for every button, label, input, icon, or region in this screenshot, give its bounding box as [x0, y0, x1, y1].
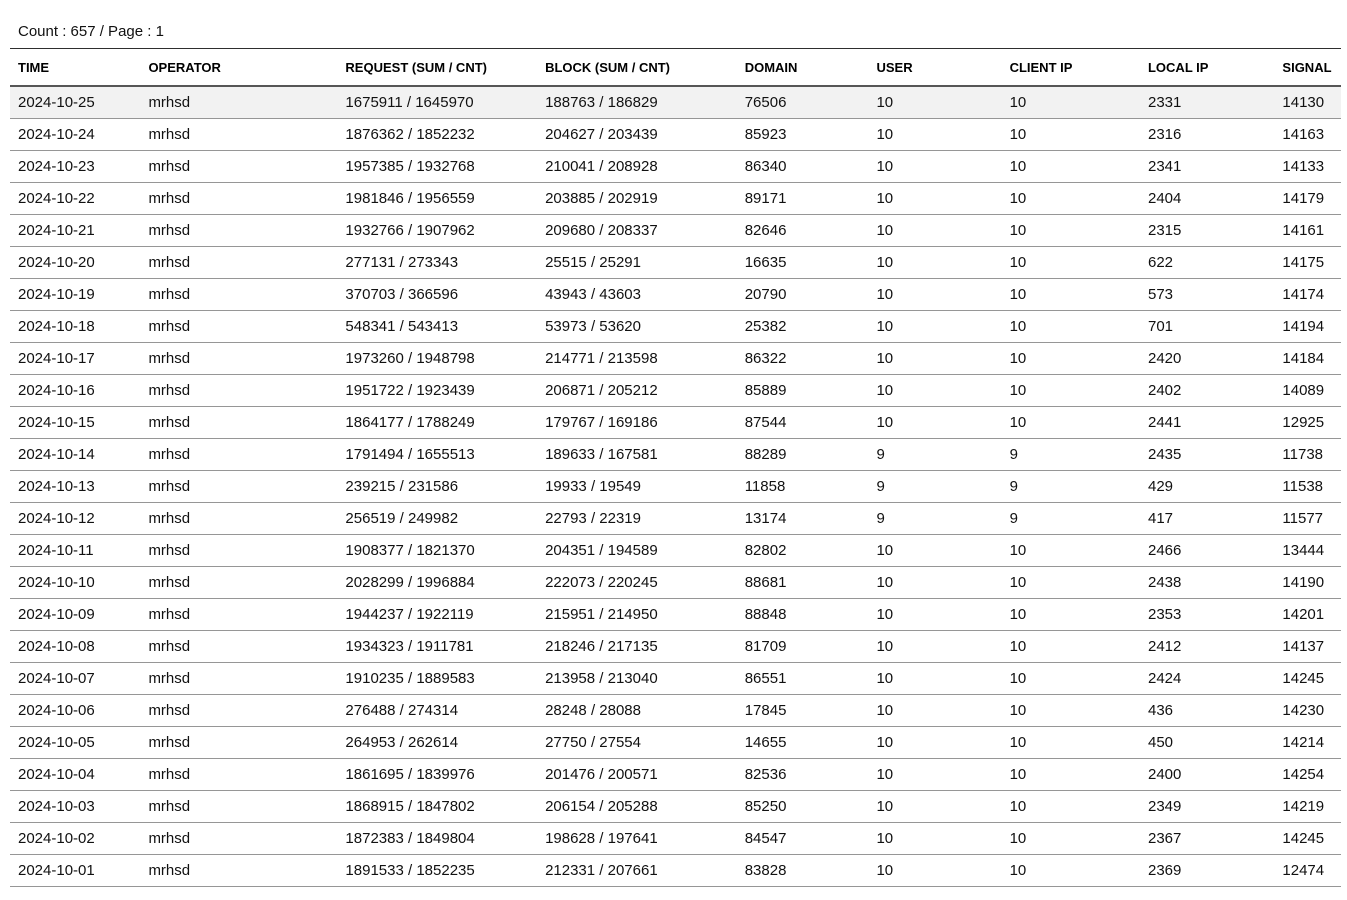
- table-cell: mrhsd: [140, 535, 337, 567]
- table-cell: 9: [868, 503, 1001, 535]
- table-row[interactable]: [10, 727, 1341, 759]
- table-cell: 206871 / 205212: [537, 375, 737, 407]
- table-row[interactable]: [10, 631, 1341, 663]
- table-row[interactable]: [10, 663, 1341, 695]
- table-cell: 2024-10-23: [10, 151, 140, 183]
- table-cell: 85889: [737, 375, 869, 407]
- table-row[interactable]: [10, 535, 1341, 567]
- table-row[interactable]: [10, 343, 1341, 375]
- table-row[interactable]: [10, 375, 1341, 407]
- table-cell: 10: [868, 791, 1001, 823]
- table-cell: 83828: [737, 855, 869, 887]
- table-cell: mrhsd: [140, 247, 337, 279]
- table-cell: 209680 / 208337: [537, 215, 737, 247]
- table-cell: 1675911 / 1645970: [337, 86, 537, 119]
- table-cell: 9: [1002, 439, 1140, 471]
- table-cell: 88289: [737, 439, 869, 471]
- table-row[interactable]: [10, 471, 1341, 503]
- table-cell: 1910235 / 1889583: [337, 663, 537, 695]
- table-cell: mrhsd: [140, 823, 337, 855]
- table-cell: 10: [868, 247, 1001, 279]
- table-cell: 2024-10-15: [10, 407, 140, 439]
- table-cell: 239215 / 231586: [337, 471, 537, 503]
- table-cell: 198628 / 197641: [537, 823, 737, 855]
- table-cell: 14174: [1274, 279, 1341, 311]
- table-cell: 76506: [737, 86, 869, 119]
- table-cell: 701: [1140, 311, 1274, 343]
- table-cell: 10: [1002, 535, 1140, 567]
- table-cell: 9: [1002, 471, 1140, 503]
- table-cell: mrhsd: [140, 471, 337, 503]
- table-cell: 10: [868, 663, 1001, 695]
- table-cell: 1868915 / 1847802: [337, 791, 537, 823]
- table-cell: 2316: [1140, 119, 1274, 151]
- table-cell: 2024-10-17: [10, 343, 140, 375]
- table-cell: 2024-10-25: [10, 86, 140, 119]
- table-cell: 10: [868, 375, 1001, 407]
- table-cell: mrhsd: [140, 375, 337, 407]
- table-cell: 14219: [1274, 791, 1341, 823]
- table-cell: 12925: [1274, 407, 1341, 439]
- table-cell: 10: [1002, 375, 1140, 407]
- table-cell: 16635: [737, 247, 869, 279]
- table-cell: 10: [1002, 631, 1140, 663]
- table-cell: 14245: [1274, 663, 1341, 695]
- table-cell: 2024-10-08: [10, 631, 140, 663]
- table-row[interactable]: [10, 759, 1341, 791]
- table-cell: 13444: [1274, 535, 1341, 567]
- table-cell: 10: [868, 311, 1001, 343]
- table-cell: 11577: [1274, 503, 1341, 535]
- table-cell: 1864177 / 1788249: [337, 407, 537, 439]
- table-cell: 189633 / 167581: [537, 439, 737, 471]
- table-cell: 14201: [1274, 599, 1341, 631]
- table-cell: 10: [868, 727, 1001, 759]
- table-cell: 10: [868, 823, 1001, 855]
- table-cell: 10: [1002, 279, 1140, 311]
- column-header-local-ip: LOCAL IP: [1140, 49, 1274, 87]
- table-cell: 1944237 / 1922119: [337, 599, 537, 631]
- table-cell: 10: [868, 86, 1001, 119]
- table-cell: 2024-10-02: [10, 823, 140, 855]
- table-cell: 2024-10-12: [10, 503, 140, 535]
- table-cell: 2438: [1140, 567, 1274, 599]
- table-cell: 14194: [1274, 311, 1341, 343]
- table-cell: 215951 / 214950: [537, 599, 737, 631]
- table-cell: 2024-10-20: [10, 247, 140, 279]
- table-cell: 10: [868, 855, 1001, 887]
- table-cell: 11738: [1274, 439, 1341, 471]
- column-header-request-sum-cnt: REQUEST (SUM / CNT): [337, 49, 537, 87]
- table-body: [10, 86, 1341, 887]
- table-cell: 10: [868, 343, 1001, 375]
- table-cell: 25515 / 25291: [537, 247, 737, 279]
- table-row[interactable]: [10, 86, 1341, 119]
- table-cell: 1861695 / 1839976: [337, 759, 537, 791]
- table-cell: 2024-10-05: [10, 727, 140, 759]
- table-cell: 188763 / 186829: [537, 86, 737, 119]
- table-row[interactable]: [10, 247, 1341, 279]
- table-cell: 1957385 / 1932768: [337, 151, 537, 183]
- table-cell: 218246 / 217135: [537, 631, 737, 663]
- table-cell: 10: [868, 535, 1001, 567]
- table-cell: 10: [1002, 695, 1140, 727]
- column-header-signal: SIGNAL: [1274, 49, 1341, 87]
- table-cell: 17845: [737, 695, 869, 727]
- table-cell: 2420: [1140, 343, 1274, 375]
- table-cell: 11538: [1274, 471, 1341, 503]
- table-cell: 86322: [737, 343, 869, 375]
- table-cell: mrhsd: [140, 183, 337, 215]
- table-row[interactable]: [10, 695, 1341, 727]
- table-cell: 2024-10-21: [10, 215, 140, 247]
- table-cell: 2402: [1140, 375, 1274, 407]
- table-row[interactable]: [10, 119, 1341, 151]
- table-cell: 1951722 / 1923439: [337, 375, 537, 407]
- table-cell: 2412: [1140, 631, 1274, 663]
- table-cell: 2441: [1140, 407, 1274, 439]
- table-cell: 2024-10-22: [10, 183, 140, 215]
- table-row[interactable]: [10, 311, 1341, 343]
- table-cell: 10: [1002, 791, 1140, 823]
- table-row[interactable]: [10, 215, 1341, 247]
- table-row[interactable]: [10, 823, 1341, 855]
- table-cell: 210041 / 208928: [537, 151, 737, 183]
- table-cell: 2024-10-10: [10, 567, 140, 599]
- table-cell: 14130: [1274, 86, 1341, 119]
- table-cell: mrhsd: [140, 631, 337, 663]
- table-cell: 10: [1002, 151, 1140, 183]
- table-cell: 1908377 / 1821370: [337, 535, 537, 567]
- table-row[interactable]: [10, 407, 1341, 439]
- table-cell: 1932766 / 1907962: [337, 215, 537, 247]
- table-cell: 10: [1002, 183, 1140, 215]
- table-cell: mrhsd: [140, 343, 337, 375]
- table-cell: 10: [868, 631, 1001, 663]
- table-cell: 2024-10-16: [10, 375, 140, 407]
- table-cell: 10: [868, 151, 1001, 183]
- table-row[interactable]: [10, 855, 1341, 887]
- table-cell: 214771 / 213598: [537, 343, 737, 375]
- table-cell: 201476 / 200571: [537, 759, 737, 791]
- stats-table: [10, 48, 1341, 887]
- table-cell: 14179: [1274, 183, 1341, 215]
- table-cell: mrhsd: [140, 663, 337, 695]
- table-cell: mrhsd: [140, 119, 337, 151]
- table-row[interactable]: [10, 567, 1341, 599]
- table-cell: 81709: [737, 631, 869, 663]
- table-cell: mrhsd: [140, 855, 337, 887]
- table-cell: 10: [1002, 823, 1140, 855]
- table-cell: 277131 / 273343: [337, 247, 537, 279]
- table-cell: 10: [868, 183, 1001, 215]
- table-cell: 429: [1140, 471, 1274, 503]
- column-header-time: TIME: [10, 49, 140, 87]
- table-header-row: [10, 49, 1341, 87]
- table-cell: 573: [1140, 279, 1274, 311]
- table-cell: 204627 / 203439: [537, 119, 737, 151]
- table-cell: mrhsd: [140, 503, 337, 535]
- table-cell: mrhsd: [140, 727, 337, 759]
- table-cell: 9: [868, 439, 1001, 471]
- table-cell: 12474: [1274, 855, 1341, 887]
- table-cell: 1891533 / 1852235: [337, 855, 537, 887]
- table-cell: 10: [1002, 727, 1140, 759]
- table-cell: 14655: [737, 727, 869, 759]
- table-cell: 14163: [1274, 119, 1341, 151]
- table-cell: 10: [1002, 119, 1140, 151]
- table-cell: mrhsd: [140, 759, 337, 791]
- table-cell: 2400: [1140, 759, 1274, 791]
- table-cell: 548341 / 543413: [337, 311, 537, 343]
- table-cell: 1934323 / 1911781: [337, 631, 537, 663]
- table-cell: 53973 / 53620: [537, 311, 737, 343]
- table-cell: 1791494 / 1655513: [337, 439, 537, 471]
- table-cell: 2024-10-11: [10, 535, 140, 567]
- table-cell: 10: [868, 119, 1001, 151]
- table-cell: 179767 / 169186: [537, 407, 737, 439]
- table-cell: 2315: [1140, 215, 1274, 247]
- table-cell: 2341: [1140, 151, 1274, 183]
- table-cell: mrhsd: [140, 407, 337, 439]
- table-cell: 1973260 / 1948798: [337, 343, 537, 375]
- table-cell: 2435: [1140, 439, 1274, 471]
- table-cell: 10: [868, 567, 1001, 599]
- table-cell: 19933 / 19549: [537, 471, 737, 503]
- table-cell: 10: [1002, 759, 1140, 791]
- table-cell: 10: [1002, 855, 1140, 887]
- table-cell: 2349: [1140, 791, 1274, 823]
- table-cell: 10: [868, 759, 1001, 791]
- table-cell: 203885 / 202919: [537, 183, 737, 215]
- table-cell: 2369: [1140, 855, 1274, 887]
- table-cell: 2024-10-03: [10, 791, 140, 823]
- table-cell: 86340: [737, 151, 869, 183]
- table-row[interactable]: [10, 151, 1341, 183]
- table-cell: 10: [868, 599, 1001, 631]
- table-cell: 222073 / 220245: [537, 567, 737, 599]
- table-cell: 10: [868, 407, 1001, 439]
- table-cell: 2024-10-13: [10, 471, 140, 503]
- table-cell: 417: [1140, 503, 1274, 535]
- table-cell: 10: [1002, 311, 1140, 343]
- table-cell: 622: [1140, 247, 1274, 279]
- table-cell: 10: [1002, 86, 1140, 119]
- table-cell: 14161: [1274, 215, 1341, 247]
- table-cell: 1876362 / 1852232: [337, 119, 537, 151]
- table-cell: 2466: [1140, 535, 1274, 567]
- table-row[interactable]: [10, 279, 1341, 311]
- table-cell: 2024-10-04: [10, 759, 140, 791]
- table-cell: 85923: [737, 119, 869, 151]
- table-cell: 10: [868, 215, 1001, 247]
- table-cell: 1981846 / 1956559: [337, 183, 537, 215]
- table-cell: 14089: [1274, 375, 1341, 407]
- table-cell: 10: [1002, 567, 1140, 599]
- table-cell: 11858: [737, 471, 869, 503]
- table-cell: 14230: [1274, 695, 1341, 727]
- table-cell: 14214: [1274, 727, 1341, 759]
- table-cell: 204351 / 194589: [537, 535, 737, 567]
- table-cell: 86551: [737, 663, 869, 695]
- table-cell: 14133: [1274, 151, 1341, 183]
- table-cell: 14190: [1274, 567, 1341, 599]
- table-cell: 2353: [1140, 599, 1274, 631]
- table-cell: mrhsd: [140, 151, 337, 183]
- table-row[interactable]: [10, 791, 1341, 823]
- table-cell: 276488 / 274314: [337, 695, 537, 727]
- table-cell: 28248 / 28088: [537, 695, 737, 727]
- table-cell: 20790: [737, 279, 869, 311]
- table-cell: 2367: [1140, 823, 1274, 855]
- table-cell: 10: [1002, 663, 1140, 695]
- table-cell: 14137: [1274, 631, 1341, 663]
- table-cell: 10: [868, 279, 1001, 311]
- table-cell: 10: [1002, 407, 1140, 439]
- table-cell: 14245: [1274, 823, 1341, 855]
- table-cell: mrhsd: [140, 279, 337, 311]
- table-cell: mrhsd: [140, 567, 337, 599]
- table-cell: 82646: [737, 215, 869, 247]
- table-cell: mrhsd: [140, 215, 337, 247]
- table-cell: 84547: [737, 823, 869, 855]
- column-header-block-sum-cnt: BLOCK (SUM / CNT): [537, 49, 737, 87]
- table-cell: 2024-10-06: [10, 695, 140, 727]
- table-cell: 2024-10-07: [10, 663, 140, 695]
- table-cell: mrhsd: [140, 86, 337, 119]
- table-cell: 14254: [1274, 759, 1341, 791]
- table-cell: 213958 / 213040: [537, 663, 737, 695]
- table-row[interactable]: [10, 503, 1341, 535]
- table-cell: 88681: [737, 567, 869, 599]
- table-cell: 14175: [1274, 247, 1341, 279]
- table-cell: 10: [1002, 215, 1140, 247]
- table-cell: 256519 / 249982: [337, 503, 537, 535]
- table-cell: 43943 / 43603: [537, 279, 737, 311]
- table-cell: 450: [1140, 727, 1274, 759]
- table-cell: 212331 / 207661: [537, 855, 737, 887]
- table-cell: mrhsd: [140, 439, 337, 471]
- table-cell: 2424: [1140, 663, 1274, 695]
- table-cell: 82536: [737, 759, 869, 791]
- table-cell: 9: [1002, 503, 1140, 535]
- table-cell: 2331: [1140, 86, 1274, 119]
- table-cell: 14184: [1274, 343, 1341, 375]
- table-cell: 85250: [737, 791, 869, 823]
- table-cell: 2024-10-19: [10, 279, 140, 311]
- table-cell: 87544: [737, 407, 869, 439]
- table-cell: 2024-10-18: [10, 311, 140, 343]
- table-row[interactable]: [10, 183, 1341, 215]
- table-row[interactable]: [10, 439, 1341, 471]
- table-cell: mrhsd: [140, 791, 337, 823]
- table-cell: 206154 / 205288: [537, 791, 737, 823]
- table-cell: 89171: [737, 183, 869, 215]
- table-cell: 22793 / 22319: [537, 503, 737, 535]
- table-cell: 2024-10-09: [10, 599, 140, 631]
- table-cell: 10: [1002, 343, 1140, 375]
- table-row[interactable]: [10, 599, 1341, 631]
- table-cell: 2024-10-14: [10, 439, 140, 471]
- table-cell: 2024-10-24: [10, 119, 140, 151]
- table-cell: 264953 / 262614: [337, 727, 537, 759]
- table-header: [10, 49, 1341, 87]
- table-cell: mrhsd: [140, 695, 337, 727]
- table-cell: 25382: [737, 311, 869, 343]
- table-cell: 10: [1002, 247, 1140, 279]
- table-cell: 2024-10-01: [10, 855, 140, 887]
- table-cell: 2404: [1140, 183, 1274, 215]
- table-cell: 13174: [737, 503, 869, 535]
- column-header-domain: DOMAIN: [737, 49, 869, 87]
- table-cell: 10: [868, 695, 1001, 727]
- table-cell: 370703 / 366596: [337, 279, 537, 311]
- table-cell: mrhsd: [140, 599, 337, 631]
- table-cell: 9: [868, 471, 1001, 503]
- table-cell: 2028299 / 1996884: [337, 567, 537, 599]
- table-cell: 82802: [737, 535, 869, 567]
- table-cell: 27750 / 27554: [537, 727, 737, 759]
- table-cell: 1872383 / 1849804: [337, 823, 537, 855]
- column-header-client-ip: CLIENT IP: [1002, 49, 1140, 87]
- table-cell: mrhsd: [140, 311, 337, 343]
- table-cell: 10: [1002, 599, 1140, 631]
- column-header-user: USER: [868, 49, 1001, 87]
- count-page-info: Count : 657 / Page : 1: [18, 23, 164, 40]
- column-header-operator: OPERATOR: [140, 49, 337, 87]
- table-cell: 436: [1140, 695, 1274, 727]
- table-cell: 88848: [737, 599, 869, 631]
